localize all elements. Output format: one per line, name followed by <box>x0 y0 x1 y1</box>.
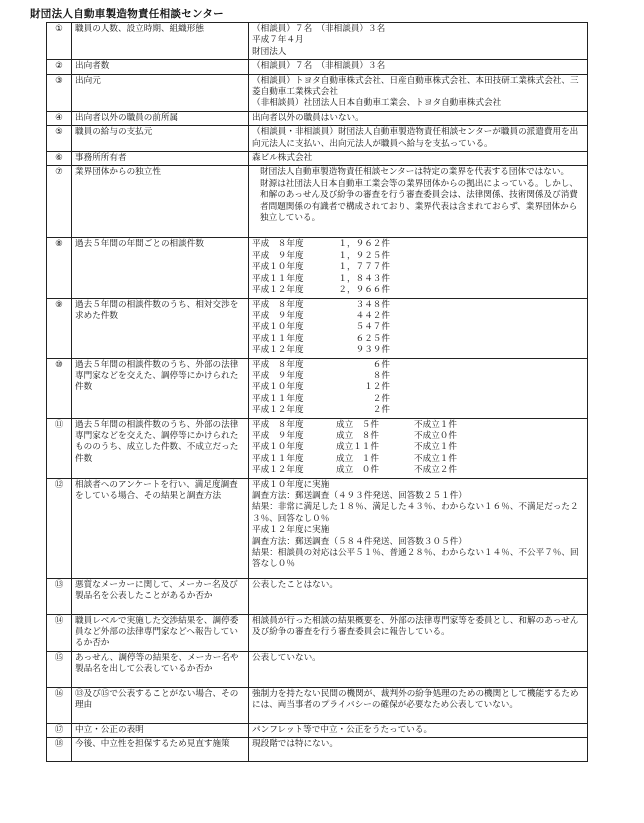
item-question <box>72 111 249 125</box>
item-answer <box>249 614 588 651</box>
item-question <box>72 478 249 578</box>
item-number: ⑪ <box>47 418 72 478</box>
count-value: ６２５件 <box>355 333 390 344</box>
item-answer <box>249 111 588 125</box>
table-row <box>47 152 588 166</box>
item-question <box>72 651 249 687</box>
count-value: ４４２件 <box>355 310 390 321</box>
item-answer <box>249 478 588 578</box>
count-row <box>252 300 584 311</box>
failure-count: 不成立０件 <box>414 430 457 441</box>
question-text: 出向者数 <box>75 61 110 72</box>
item-number: ⑥ <box>47 152 72 166</box>
question-text: 過去５年間の年間ごとの相談件数 <box>75 239 204 250</box>
item-question <box>72 687 249 723</box>
table-row <box>47 687 588 723</box>
table-row <box>47 238 588 298</box>
item-number: ⑨ <box>47 298 72 358</box>
item-answer <box>249 152 588 166</box>
fiscal-year: 平成１０年度 <box>252 262 304 273</box>
answer-text: （相談員）７名 （非相談員）３名 <box>252 61 386 72</box>
count-value: １，９６２件 <box>338 239 390 250</box>
fiscal-year: 平成１２年度 <box>252 285 304 296</box>
answer-text: 強制力を持たない民間の機関が、裁判外の紛争処理のための機関として機能するためには、両当事者のプライバシーの確保が必要なため公表していない。 <box>252 688 579 711</box>
count-row <box>252 251 584 262</box>
answer-text: 平成７年４月 <box>252 35 304 46</box>
fiscal-year: 平成１１年度 <box>252 273 304 284</box>
item-question <box>72 74 249 111</box>
item-number: ⑰ <box>47 723 72 737</box>
item-number: ③ <box>47 74 72 111</box>
outcome-row <box>252 420 584 431</box>
item-answer <box>249 60 588 74</box>
item-number: ⑱ <box>47 738 72 762</box>
answer-text: 財団法人 <box>252 46 287 57</box>
fiscal-year: 平成 ８年度 <box>252 419 304 430</box>
table-row <box>47 298 588 358</box>
table-row <box>47 651 588 687</box>
item-question <box>72 166 249 238</box>
count-row <box>252 262 584 273</box>
item-answer <box>249 578 588 614</box>
table-row <box>47 358 588 418</box>
success-count: 成立 ８件 <box>336 430 379 441</box>
fiscal-year: 平成 ９年度 <box>252 310 304 321</box>
item-number: ⑫ <box>47 478 72 578</box>
item-number: ⑤ <box>47 126 72 152</box>
fiscal-year: 平成１２年度 <box>252 465 304 476</box>
item-answer <box>249 238 588 298</box>
question-text: 業界団体からの独立性 <box>75 167 161 178</box>
table-row <box>47 478 588 578</box>
failure-count: 不成立１件 <box>414 453 457 464</box>
question-text: 過去５年間の相談件数のうち、外部の法律専門家などを交えた、調停等にかけられたもののうち、成立した件数、不成立だった件数 <box>75 419 239 464</box>
item-number: ② <box>47 60 72 74</box>
count-value: ３４８件 <box>355 299 390 310</box>
item-question <box>72 578 249 614</box>
item-question <box>72 723 249 737</box>
question-text: 職員レベルで実施した交渉結果を、調停委員など外部の法律専門家などへ報告しているか否か <box>75 615 239 649</box>
answer-text: 財団法人自動車製造物責任相談センターは特定の業界を代表する団体ではない。 <box>260 167 570 178</box>
item-question <box>72 614 249 651</box>
count-value: ８件 <box>372 370 390 381</box>
answer-text: 調査方法：郵送調査（４９３件発送、回答数２５１件） <box>252 491 467 501</box>
count-value: １，８４３件 <box>338 273 390 284</box>
failure-count: 不成立１件 <box>414 419 457 430</box>
answer-text: （相談員・非相談員）財団法人自動車製造物責任相談センターが職員の派遣費用を出向元法人に支払い、出向元法人が職員へ給与を支払っている。 <box>252 127 579 149</box>
count-row <box>252 382 584 393</box>
fiscal-year: 平成１０年度 <box>252 322 304 333</box>
item-question <box>72 23 249 60</box>
count-row <box>252 345 584 356</box>
item-answer <box>249 687 588 723</box>
item-number: ⑮ <box>47 651 72 687</box>
fiscal-year: 平成 ９年度 <box>252 430 304 441</box>
count-value: １２件 <box>364 382 390 393</box>
count-value: ２，９６６件 <box>338 285 390 296</box>
count-value: １，７７７件 <box>338 262 390 273</box>
count-row <box>252 405 584 416</box>
success-count: 成立 ０件 <box>336 465 379 476</box>
answer-text: 現段階では特にない。 <box>252 739 338 750</box>
item-question <box>72 238 249 298</box>
item-answer <box>249 74 588 111</box>
fiscal-year: 平成１１年度 <box>252 333 304 344</box>
table-row <box>47 418 588 478</box>
fiscal-year: 平成 ８年度 <box>252 239 304 250</box>
answer-text: 結果：相談員の対応は公平５１％、普通２８％、わからない１４％、不公平７％、回答なし０％ <box>252 548 579 570</box>
item-number: ⑬ <box>47 578 72 614</box>
fiscal-year: 平成 ８年度 <box>252 359 304 370</box>
item-answer <box>249 23 588 60</box>
item-number: ⑧ <box>47 238 72 298</box>
item-answer <box>249 126 588 152</box>
answer-text: 結果：非常に満足した１８％、満足した４３％、わからない１６％、不満足だった２３％、回答なし０％ <box>252 502 579 524</box>
item-question <box>72 298 249 358</box>
table-row <box>47 126 588 152</box>
count-value: １，９２５件 <box>338 250 390 261</box>
outcome-row <box>252 442 584 453</box>
answer-text: （相談員）７名 （非相談員）３名 <box>252 24 386 34</box>
fiscal-year: 平成１０年度 <box>252 382 304 393</box>
answer-text: 出向者以外の職員はいない。 <box>252 112 364 123</box>
item-question <box>72 152 249 166</box>
answer-text: 相談員が行った相談の結果概要を、外部の法律専門家等を委員とし、和解のあっせん及び紛争の審査を行う審査委員会に報告している。 <box>252 615 579 637</box>
failure-count: 不成立１件 <box>414 442 457 453</box>
count-row <box>252 334 584 345</box>
failure-count: 不成立２件 <box>414 465 457 476</box>
count-value: ９３９件 <box>355 345 390 356</box>
document-title: 財団法人自動車製造物責任相談センター <box>30 8 224 20</box>
count-value: ２件 <box>372 405 390 416</box>
count-row <box>252 274 584 285</box>
answer-text: 平成１２年度に実施 <box>252 525 330 536</box>
question-text: 悪質なメーカーに関して、メーカー名及び製品名を公表したことがあるか否か <box>75 579 238 601</box>
question-text: 過去５年間の相談件数のうち、相対交渉を求めた件数 <box>75 299 239 321</box>
table-row <box>47 74 588 111</box>
table-row <box>47 111 588 125</box>
answer-text: （相談員）トヨタ自動車株式会社、日産自動車株式会社、本田技研工業株式会社、三菱自動車工業株式会社 <box>252 75 579 98</box>
count-value: ２件 <box>372 393 390 404</box>
fiscal-year: 平成 ９年度 <box>252 370 304 381</box>
answer-text: （非相談員）社団法人日本自動車工業会、トヨタ自動車株式会社 <box>252 98 502 109</box>
outcome-row <box>252 465 584 476</box>
question-text: 相談者へのアンケートを行い、満足度調査をしている場合、その結果と調査方法 <box>75 479 238 501</box>
answer-text: 公表していない。 <box>252 652 321 663</box>
fiscal-year: 平成１２年度 <box>252 345 304 356</box>
question-text: あっせん、調停等の結果を、メーカー名や製品名を出して公表しているか否か <box>75 652 239 675</box>
table-row <box>47 166 588 238</box>
fiscal-year: 平成１０年度 <box>252 442 304 453</box>
question-text: 職員の給与の支払元 <box>75 127 153 138</box>
item-number: ⑦ <box>47 166 72 238</box>
fiscal-year: 平成 ９年度 <box>252 250 304 261</box>
table-row <box>47 23 588 60</box>
table-row <box>47 614 588 651</box>
table-row <box>47 578 588 614</box>
answer-text: 調査方法：郵送調査（５８４件発送、回答数３０５件） <box>252 536 467 547</box>
item-answer <box>249 723 588 737</box>
item-number: ⑩ <box>47 358 72 418</box>
item-number: ① <box>47 23 72 60</box>
count-row <box>252 322 584 333</box>
fiscal-year: 平成１１年度 <box>252 453 304 464</box>
question-text: 事務所所有者 <box>75 153 127 164</box>
fiscal-year: 平成１１年度 <box>252 393 304 404</box>
item-answer <box>249 418 588 478</box>
success-count: 成立 １件 <box>336 453 379 464</box>
answer-text: パンフレット等で中立・公正をうたっている。 <box>252 724 433 735</box>
question-text: 職員の人数、設立時期、組織形態 <box>75 24 204 34</box>
answer-text: 平成１０年度に実施 <box>252 479 330 490</box>
item-question <box>72 60 249 74</box>
answer-text: 公表したことはない。 <box>252 579 338 590</box>
item-question <box>72 738 249 762</box>
item-number: ⑯ <box>47 687 72 723</box>
answer-text: 財源は社団法人日本自動車工業会等の業界団体からの拠出によっている。しかし、和解のあっせん及び紛争の審査を行う審査委員会は、法律関係、技術関係及び消費者問題関係の有識者で構成されており、業界代表は含まれておらず、業界団体から独立している。 <box>260 178 578 224</box>
count-value: ５４７件 <box>355 322 390 333</box>
answer-text: 森ビル株式会社 <box>252 153 313 164</box>
question-text: 今後、中立性を担保するため見直す施策 <box>75 739 230 750</box>
item-answer <box>249 738 588 762</box>
item-number: ④ <box>47 111 72 125</box>
info-table-body <box>47 23 588 762</box>
item-question <box>72 126 249 152</box>
table-row <box>47 60 588 74</box>
count-row <box>252 360 584 371</box>
table-row <box>47 738 588 762</box>
question-text: 出向元 <box>75 75 101 86</box>
item-answer <box>249 651 588 687</box>
count-row <box>252 239 584 250</box>
count-row <box>252 371 584 382</box>
fiscal-year: 平成 ８年度 <box>252 299 304 310</box>
count-row <box>252 311 584 322</box>
item-answer <box>249 298 588 358</box>
item-question <box>72 418 249 478</box>
outcome-row <box>252 454 584 465</box>
success-count: 成立１１件 <box>336 442 379 453</box>
item-number: ⑭ <box>47 614 72 651</box>
count-row <box>252 394 584 405</box>
fiscal-year: 平成１２年度 <box>252 405 304 416</box>
count-value: ６件 <box>372 359 390 370</box>
question-text: 過去５年間の相談件数のうち、外部の法律専門家などを交えた、調停等にかけられた件数 <box>75 359 239 393</box>
item-answer <box>249 358 588 418</box>
outcome-row <box>252 431 584 442</box>
item-answer <box>249 166 588 238</box>
info-table <box>46 22 588 762</box>
question-text: 中立・公正の表明 <box>75 724 144 735</box>
question-text: 出向者以外の職員の前所属 <box>75 112 179 123</box>
question-text: ⑬及び⑮で公表することがない場合、その理由 <box>75 688 239 711</box>
count-row <box>252 285 584 296</box>
table-row <box>47 723 588 737</box>
success-count: 成立 ５件 <box>336 419 379 430</box>
item-question <box>72 358 249 418</box>
